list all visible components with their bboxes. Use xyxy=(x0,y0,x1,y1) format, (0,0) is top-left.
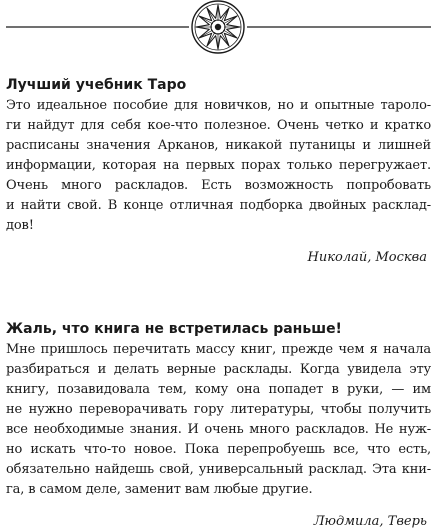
review-line: Мне пришлось перечитать массу книг, прежде чем я начала xyxy=(6,342,431,357)
review-line: расписаны значения Арканов, никакой путаницы и лишней xyxy=(6,138,431,153)
review-line: Очень много раскладов. Есть возможность попробовать xyxy=(6,178,431,193)
review-card xyxy=(6,320,431,532)
review-title: Жаль, что книга не встретилась раньше! xyxy=(6,321,342,337)
review-line: все необходимые знания. И очень много раскладов. Не нуж- xyxy=(6,422,431,437)
review-signature: Людмила, Тверь xyxy=(313,514,427,529)
review-line: разбираться и делать верные расклады. Когда увидела эту xyxy=(6,362,431,377)
review-line: ги найдут для себя кое-что полезное. Очень четко и кратко xyxy=(6,118,431,133)
review-line: дов! xyxy=(6,218,34,233)
review-line: информации, которая на первых порах только перегружает. xyxy=(6,158,431,173)
review-line: не нужно переворачивать гору литературы, чтобы получить xyxy=(6,402,431,417)
review-card xyxy=(6,76,431,268)
review-text xyxy=(6,96,431,236)
header-ornament xyxy=(0,0,437,58)
review-line: книгу, позавидовала тем, кому она попадет в руки, — им xyxy=(6,382,431,397)
review-title: Лучший учебник Таро xyxy=(6,77,187,93)
review-line: но искать что-то новое. Пока перепробуешь все, что есть, xyxy=(6,442,431,457)
sun-mandala-icon xyxy=(0,0,437,58)
review-text xyxy=(6,340,431,500)
review-signature: Николай, Москва xyxy=(307,250,427,265)
review-line: обязательно найдешь свой, универсальный расклад. Эта кни- xyxy=(6,462,431,477)
review-line: га, в самом деле, заменит вам любые другие. xyxy=(6,482,313,497)
review-line: и найти свой. В конце отличная подборка двойных расклад- xyxy=(6,198,431,213)
review-line: Это идеальное пособие для новичков, но и опытные тароло- xyxy=(6,98,431,113)
